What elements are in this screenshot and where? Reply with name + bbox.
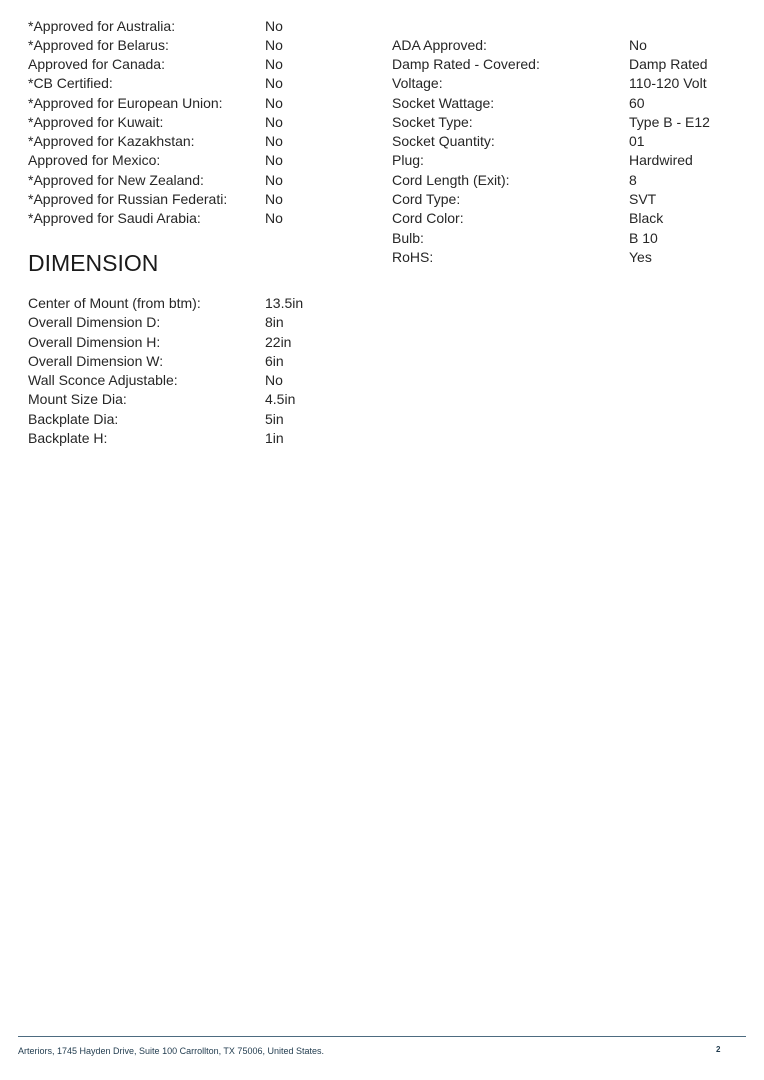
dimension-value: 8in bbox=[265, 314, 284, 330]
spec-label: Plug: bbox=[392, 152, 424, 168]
dimension-value: 13.5in bbox=[265, 295, 304, 311]
spec-label: RoHS: bbox=[392, 249, 434, 265]
spec-label: Cord Color: bbox=[392, 210, 464, 226]
spec-value: Hardwired bbox=[629, 152, 693, 168]
dimension-value: 22in bbox=[265, 334, 292, 350]
approval-value: No bbox=[265, 133, 283, 149]
spec-value: 01 bbox=[629, 133, 645, 149]
dimension-label: Overall Dimension D: bbox=[28, 314, 161, 330]
spec-value: 110-120 Volt bbox=[629, 75, 707, 91]
approval-label: *Approved for Kazakhstan: bbox=[28, 133, 195, 149]
spec-value: B 10 bbox=[629, 230, 658, 246]
approval-label: *Approved for Russian Federati: bbox=[28, 191, 228, 207]
dimension-label: Wall Sconce Adjustable: bbox=[28, 372, 178, 388]
spec-value: SVT bbox=[629, 191, 657, 207]
footer-divider bbox=[18, 1036, 746, 1037]
dimension-value: No bbox=[265, 372, 283, 388]
dimension-value: 1in bbox=[265, 430, 284, 446]
dimension-value: 4.5in bbox=[265, 391, 296, 407]
spec-value: Type B - E12 bbox=[629, 114, 710, 130]
approval-label: *Approved for Australia: bbox=[28, 18, 176, 34]
spec-label: Voltage: bbox=[392, 75, 443, 91]
approval-value: No bbox=[265, 210, 283, 226]
approval-label: Approved for Canada: bbox=[28, 56, 165, 72]
approval-value: No bbox=[265, 152, 283, 168]
approval-value: No bbox=[265, 191, 283, 207]
spec-label: Socket Wattage: bbox=[392, 95, 495, 111]
approval-value: No bbox=[265, 172, 283, 188]
dimension-value: 5in bbox=[265, 411, 284, 427]
spec-label: Socket Quantity: bbox=[392, 133, 495, 149]
approval-label: *Approved for Saudi Arabia: bbox=[28, 210, 201, 226]
approval-value: No bbox=[265, 18, 283, 34]
approval-label: *Approved for European Union: bbox=[28, 95, 223, 111]
spec-label: Cord Length (Exit): bbox=[392, 172, 510, 188]
spec-label: Damp Rated - Covered: bbox=[392, 56, 540, 72]
dimension-label: Overall Dimension W: bbox=[28, 353, 164, 369]
dimension-heading: DIMENSION bbox=[28, 250, 159, 276]
spec-value: Yes bbox=[629, 249, 652, 265]
dimension-label: Backplate Dia: bbox=[28, 411, 119, 427]
approval-value: No bbox=[265, 37, 283, 53]
approval-value: No bbox=[265, 75, 283, 91]
spec-value: 8 bbox=[629, 172, 637, 188]
approval-label: *Approved for New Zealand: bbox=[28, 172, 204, 188]
spec-label: Bulb: bbox=[392, 230, 424, 246]
spec-value: Damp Rated bbox=[629, 56, 708, 72]
spec-label: Socket Type: bbox=[392, 114, 473, 130]
approval-value: No bbox=[265, 95, 283, 111]
approval-label: Approved for Mexico: bbox=[28, 152, 161, 168]
dimension-label: Backplate H: bbox=[28, 430, 108, 446]
footer-address: Arteriors, 1745 Hayden Drive, Suite 100 Carrollton, TX 75006, United States. bbox=[18, 1046, 324, 1056]
page-number: 2 bbox=[716, 1045, 721, 1054]
approval-label: *CB Certified: bbox=[28, 75, 113, 91]
dimension-label: Overall Dimension H: bbox=[28, 334, 161, 350]
approval-label: *Approved for Kuwait: bbox=[28, 114, 164, 130]
spec-label: Cord Type: bbox=[392, 191, 461, 207]
approval-label: *Approved for Belarus: bbox=[28, 37, 169, 53]
spec-value: 60 bbox=[629, 95, 645, 111]
dimension-label: Mount Size Dia: bbox=[28, 391, 127, 407]
spec-value: No bbox=[629, 37, 647, 53]
spec-label: ADA Approved: bbox=[392, 37, 487, 53]
approval-value: No bbox=[265, 114, 283, 130]
dimension-label: Center of Mount (from btm): bbox=[28, 295, 201, 311]
approval-value: No bbox=[265, 56, 283, 72]
dimension-value: 6in bbox=[265, 353, 284, 369]
spec-value: Black bbox=[629, 210, 664, 226]
